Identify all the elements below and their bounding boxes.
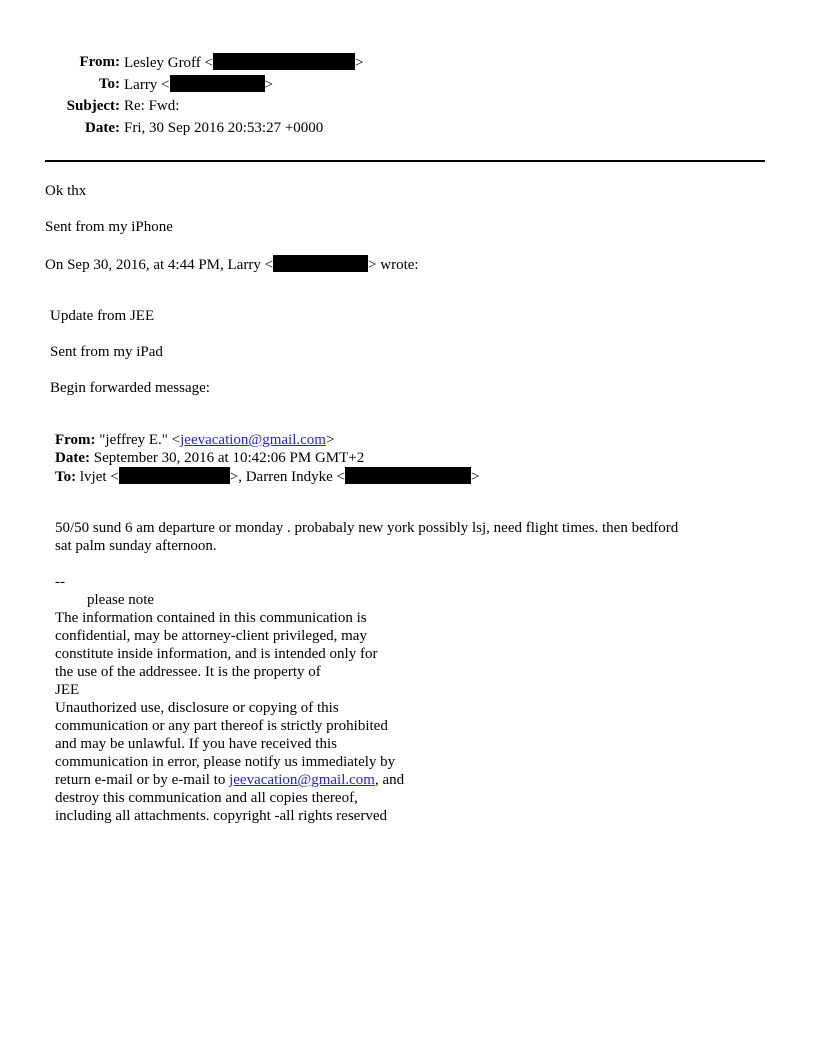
update-text: Update from JEE [50,308,155,324]
subject-label: Subject: [66,98,120,114]
from-name: Lesley Groff < [124,55,213,71]
forwarded-from: From: "jeffrey E." <jeevacation@gmail.com> [55,432,335,448]
disclaimer-line: destroy this communication and all copies thereof, [55,790,358,806]
date-value: Fri, 30 Sep 2016 20:53:27 +0000 [124,120,324,136]
begin-forwarded: Begin forwarded message: [50,380,210,396]
disclaimer-line: The information contained in this communication is [55,610,367,626]
date-label: Date: [85,120,120,136]
disclaimer-line: constitute inside information, and is intended only for [55,646,378,662]
disclaimer-line: communication or any part thereof is strictly prohibited [55,718,388,734]
disclaimer-line: communication in error, please notify us immediately by [55,754,396,770]
iphone-signature: Sent from my iPhone [45,219,173,235]
to-name: Larry < [124,77,170,93]
forwarded-message-line-2: sat palm sunday afternoon. [55,538,217,554]
redaction-box [119,467,230,484]
signature-dashes: -- [55,574,65,590]
forwarded-to: To: lvjet < >, Darren Indyke < > [55,469,480,485]
header-divider [45,160,765,162]
disclaimer-line: confidential, may be attorney-client privileged, may [55,628,367,644]
disclaimer-email-link[interactable]: jeevacation@gmail.com [229,772,375,788]
redaction-box [213,53,355,70]
forwarded-message-line-1: 50/50 sund 6 am departure or monday . probabaly new york possibly lsj, need flight times. then bedford [55,520,679,536]
please-note: please note [87,592,155,608]
disclaimer-line: the use of the addressee. It is the property of [55,664,321,680]
disclaimer-line: and may be unlawful. If you have received this [55,736,337,752]
reply-text: Ok thx [45,183,87,199]
sender-email-link[interactable]: jeevacation@gmail.com [180,432,326,448]
forwarded-date-label: Date: [55,450,90,466]
quote-intro: On Sep 30, 2016, at 4:44 PM, Larry < > wrote: [45,257,419,273]
to-value: Larry < > [124,77,273,93]
from-label: From: [79,54,120,70]
disclaimer-line: JEE [55,682,80,698]
disclaimer-line: Unauthorized use, disclosure or copying of this [55,700,339,716]
disclaimer-line: including all attachments. copyright -all rights reserved [55,808,387,824]
subject-value: Re: Fwd: [124,98,180,114]
to-label: To: [98,76,120,92]
forwarded-date: Date: September 30, 2016 at 10:42:06 PM GMT+2 [55,450,365,466]
redaction-box [273,255,368,272]
forwarded-from-label: From: [55,432,96,448]
forwarded-to-label: To: [55,469,77,485]
redaction-box [170,75,265,92]
ipad-signature: Sent from my iPad [50,344,163,360]
disclaimer-line-with-link: return e-mail or by e-mail to jeevacation@gmail.com, and [55,772,405,788]
from-value: Lesley Groff < > [124,55,364,71]
redaction-box [345,467,471,484]
